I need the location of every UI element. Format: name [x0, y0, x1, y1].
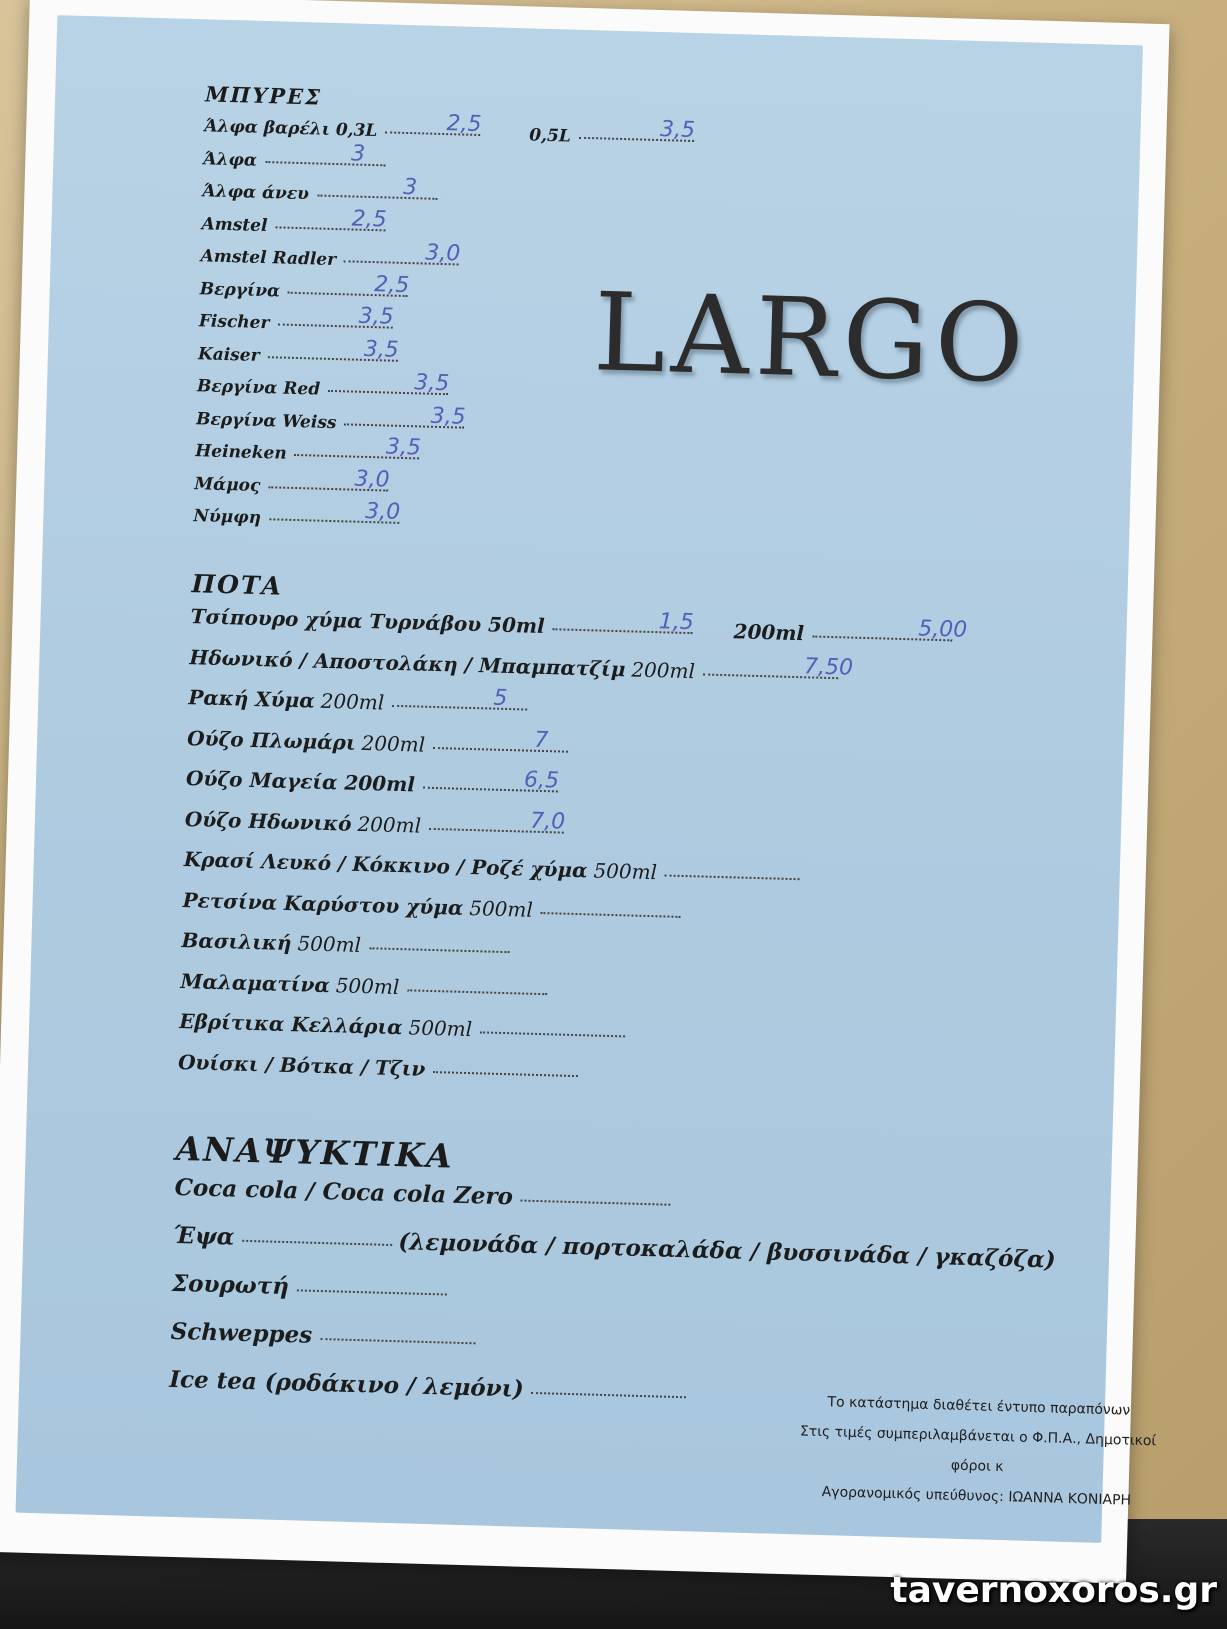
dot-leader — [297, 1289, 447, 1295]
beer-name: Νύμφη — [193, 506, 262, 529]
drink-name: Μαλαματίνα — [180, 968, 331, 997]
handwritten-price: 5,00 — [917, 616, 968, 643]
drink-name: Βασιλική — [181, 927, 292, 956]
drink-size: 500ml — [297, 931, 362, 957]
beer-name: Άλφα — [203, 148, 258, 171]
dot-leader — [665, 874, 800, 880]
drink-name: Ούζο Μαγεία 200ml — [185, 766, 416, 797]
size-label: 200ml — [733, 619, 805, 646]
drink-name: Ρετσίνα Καρύστου χύμα — [182, 887, 464, 920]
handwritten-price: 3,5 — [413, 370, 450, 397]
handwritten-price: 3 — [402, 174, 418, 201]
beer-name: Fischer — [198, 311, 270, 334]
handwritten-price: 3,5 — [363, 336, 400, 363]
dot-leader — [242, 1240, 392, 1246]
legal-line-responsible: Αγορανομικός υπεύθυνος: ΙΩΑΝΝΑ ΚΟΝΙΑΡΗ — [821, 1484, 1132, 1509]
drink-name: Ρακή Χύμα — [188, 685, 316, 713]
size-label: 0,5L — [529, 125, 572, 147]
legal-line-taxes: Στις τιμές συμπεριλαμβάνεται ο Φ.Π.Α., Δημοτικοί φόροι κ — [799, 1423, 1157, 1476]
drink-name: Ουίσκι / Βότκα / Τζιν — [177, 1049, 426, 1081]
dot-leader — [521, 1200, 671, 1206]
beer-name: Βεργίνα Weiss — [195, 408, 337, 433]
dot-leader — [433, 1071, 578, 1077]
drink-size: 500ml — [335, 972, 400, 999]
handwritten-price: 7,50 — [803, 653, 854, 681]
drink-name: Τσίπουρο χύμα Τυρνάβου 50ml — [190, 604, 546, 639]
menu-panel — [16, 15, 1157, 1543]
beer-name: Amstel Radler — [200, 246, 337, 271]
drinks-section — [177, 569, 968, 1111]
drink-size: 200ml — [357, 811, 422, 838]
handwritten-price: 3,5 — [385, 434, 422, 461]
dot-leader — [317, 194, 437, 199]
drink-name: Ηδωνικό / Αποστολάκη / Μπαμπατζίμ — [189, 644, 626, 681]
handwritten-price: 3,0 — [354, 466, 390, 493]
drinks-list — [177, 604, 967, 1111]
drink-size: 500ml — [408, 1015, 473, 1042]
handwritten-price: 2,5 — [373, 271, 410, 298]
beer-name: Heineken — [194, 441, 287, 464]
handwritten-price: 3 — [350, 140, 366, 167]
soft-drink-name: Έψα — [172, 1221, 235, 1251]
drink-size: 200ml — [631, 656, 696, 683]
watermark: tavernoxoros.gr — [890, 1570, 1217, 1611]
handwritten-price: 7,0 — [529, 808, 566, 835]
soft-drink-name: Coca cola / Coca cola Zero — [174, 1173, 514, 1211]
dot-leader — [369, 947, 509, 953]
beer-name: Άλφα βαρέλι 0,3L — [204, 116, 378, 142]
handwritten-price: 2,5 — [446, 111, 482, 138]
handwritten-price: 3,5 — [659, 117, 696, 144]
soft-drink-name: Schweppes — [170, 1317, 313, 1349]
handwritten-price: 3,5 — [430, 403, 467, 430]
largo-logo: LARGO — [591, 270, 1032, 408]
dot-leader — [541, 912, 681, 918]
soft-drink-flavours: (λεμονάδα / πορτοκαλάδα / βυσσινάδα / γκαζόζα) — [398, 1228, 1056, 1274]
dot-leader — [320, 1338, 475, 1344]
handwritten-price: 1,5 — [658, 609, 695, 636]
beer-name: Μάμος — [194, 473, 261, 496]
handwritten-price: 3,0 — [424, 240, 461, 267]
drink-size: 500ml — [468, 895, 534, 922]
beer-title: ΜΠΥΡΕΣ — [204, 81, 323, 110]
soft-drinks-title: ΑΝΑΨΥΚΤΙΚΑ — [175, 1128, 455, 1176]
handwritten-price: 3,5 — [358, 303, 395, 330]
drink-size: 200ml — [361, 730, 426, 757]
drink-size: 200ml — [320, 688, 385, 715]
beer-name: Amstel — [201, 213, 268, 236]
handwritten-price: 6,5 — [523, 767, 560, 794]
beer-name: Βεργίνα Red — [196, 376, 321, 400]
dot-leader — [532, 1392, 687, 1398]
drink-name: Ούζο Ηδωνικό — [184, 806, 352, 836]
beer-name: Kaiser — [197, 343, 260, 366]
drink-name: Κρασί Λευκό / Κόκκινο / Ροζέ χύμα — [183, 847, 588, 883]
drink-name: Εβρίτικα Κελλάρια — [179, 1008, 403, 1040]
dot-leader — [480, 1031, 625, 1037]
legal-line-complaints: Το κατάστημα διαθέτει έντυπο παραπόνων — [827, 1394, 1131, 1419]
legal-notice — [776, 1386, 1179, 1517]
handwritten-price: 2,5 — [351, 205, 388, 232]
beer-name: Βεργίνα — [199, 278, 281, 301]
drink-size: 500ml — [593, 858, 658, 885]
dot-leader — [265, 161, 385, 166]
drinks-title: ΠΟΤΑ — [191, 569, 284, 601]
soft-drink-name: Σουρωτή — [171, 1269, 290, 1301]
dot-leader — [407, 989, 547, 995]
handwritten-price: 3,0 — [364, 498, 401, 525]
soft-drink-name: Ice tea (ροδάκινο / λεμόνι) — [168, 1365, 525, 1403]
beer-name: Άλφα άνευ — [202, 181, 310, 205]
drink-name: Ούζο Πλωμάρι — [186, 725, 356, 755]
handwritten-price: 5 — [493, 685, 508, 711]
handwritten-price: 7 — [533, 727, 549, 753]
